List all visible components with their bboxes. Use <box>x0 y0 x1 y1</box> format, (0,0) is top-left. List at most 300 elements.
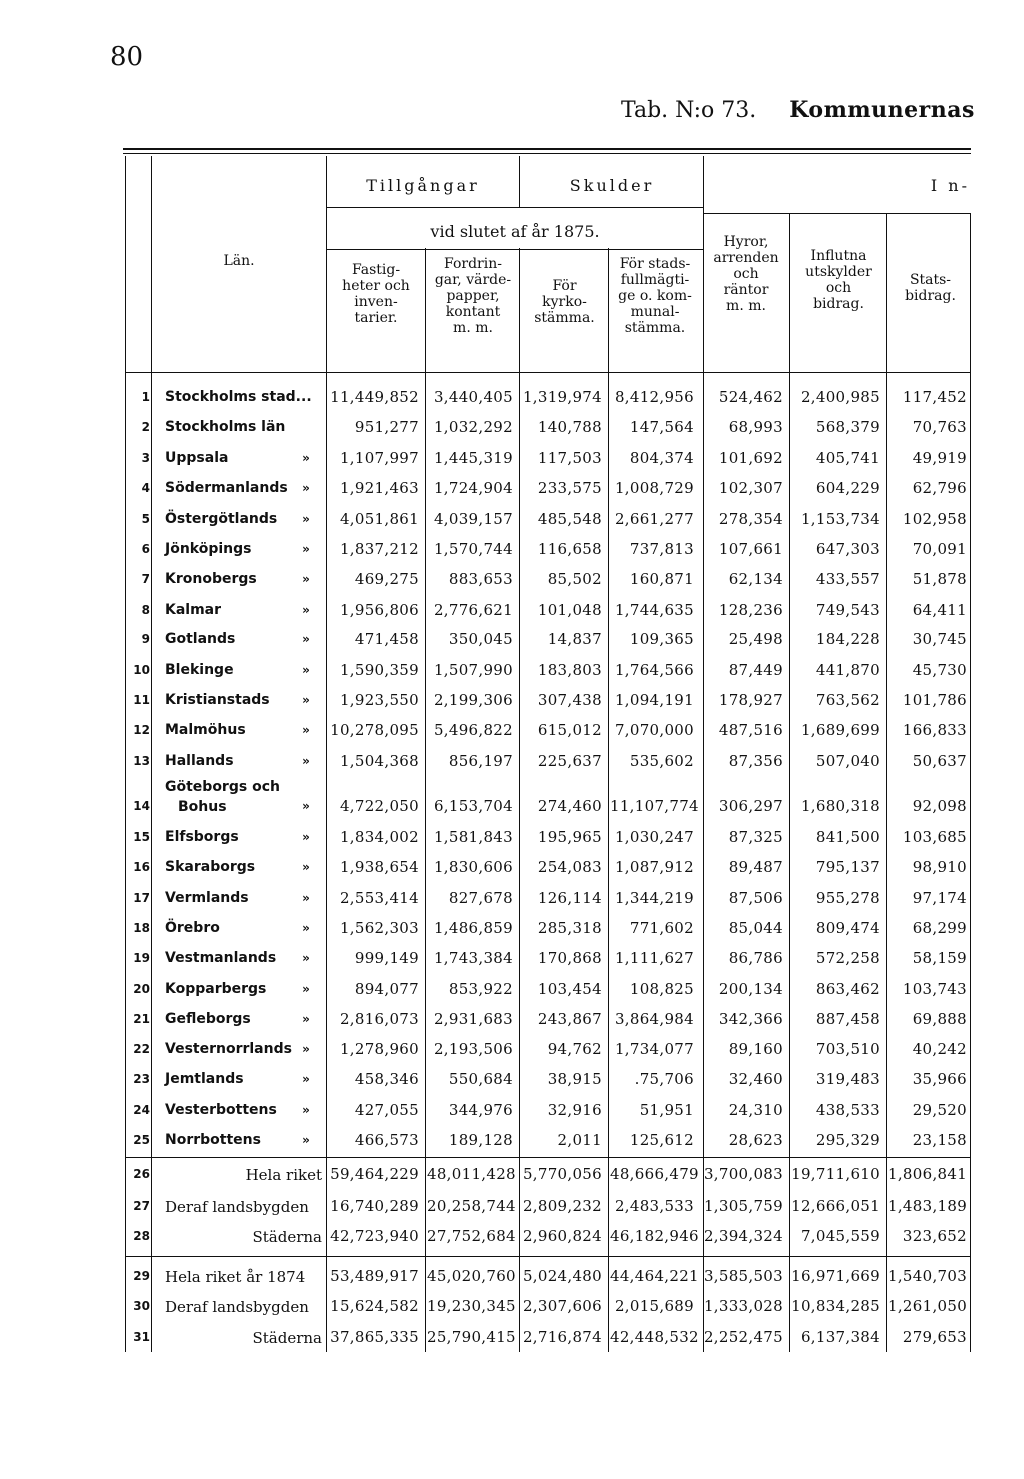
row-number: 11 <box>133 693 150 707</box>
table-cell: 1,743,384 <box>433 949 513 967</box>
row-label: Uppsala <box>165 450 229 466</box>
ditto-mark: » <box>302 830 310 844</box>
table-cell: 7,070,000 <box>614 721 694 739</box>
table-cell: 107,661 <box>718 540 783 558</box>
column-header-line: För <box>552 278 577 294</box>
row-number: 28 <box>133 1229 150 1243</box>
column-header-line: Hyror, <box>723 234 769 250</box>
row-label: Östergötlands <box>165 511 278 527</box>
table-cell: 89,160 <box>728 1040 783 1058</box>
row-number: 20 <box>133 982 150 996</box>
table-cell: 2,716,874 <box>522 1328 602 1346</box>
row-number: 16 <box>133 860 150 874</box>
column-header-line: munal- <box>630 304 680 320</box>
table-cell: 40,242 <box>912 1040 967 1058</box>
table-cell: 1,087,912 <box>614 858 694 876</box>
table-cell: 12,666,051 <box>791 1197 880 1215</box>
ditto-mark: » <box>302 1133 310 1147</box>
ditto-mark: » <box>302 1103 310 1117</box>
row-label: Skaraborgs <box>165 859 256 875</box>
table-cell: 25,498 <box>728 630 783 648</box>
table-cell: 1,540,703 <box>888 1267 968 1285</box>
table-cell: 87,325 <box>728 828 783 846</box>
row-number: 22 <box>133 1042 150 1056</box>
table-cell: 1,734,077 <box>614 1040 694 1058</box>
row-number: 27 <box>133 1199 150 1213</box>
table-cell: 344,976 <box>448 1101 513 1119</box>
column-header-line: papper, <box>446 288 500 304</box>
header-rule <box>326 249 703 250</box>
ditto-mark: » <box>302 1042 310 1056</box>
row-label: Städerna <box>252 1329 322 1347</box>
table-cell: 1,008,729 <box>614 479 694 497</box>
table-cell: 2,015,689 <box>614 1297 694 1315</box>
table-cell: 117,452 <box>902 388 967 406</box>
table-cell: 19,711,610 <box>791 1165 880 1183</box>
table-cell: 108,825 <box>629 980 694 998</box>
table-cell: 1,724,904 <box>433 479 513 497</box>
column-header-line: m. m. <box>453 320 493 336</box>
ditto-mark: » <box>302 632 310 646</box>
table-cell: 27,752,684 <box>427 1227 516 1245</box>
table-cell: 25,790,415 <box>427 1328 516 1346</box>
table-cell: 1,830,606 <box>433 858 513 876</box>
column-header-line: Fordrin- <box>444 256 502 272</box>
row-number: 8 <box>141 603 150 617</box>
table-cell: 3,585,503 <box>703 1267 783 1285</box>
ditto-mark: » <box>302 1072 310 1086</box>
table-cell: 841,500 <box>815 828 880 846</box>
table-cell: 737,813 <box>629 540 694 558</box>
table-cell: .75,706 <box>634 1070 694 1088</box>
table-cell: 433,557 <box>815 570 880 588</box>
table-cell: 1,111,627 <box>614 949 694 967</box>
table-cell: 116,658 <box>537 540 602 558</box>
table-cell: 178,927 <box>718 691 783 709</box>
column-divider <box>703 156 704 1352</box>
table-cell: 1,319,974 <box>522 388 602 406</box>
table-cell: 535,602 <box>629 752 694 770</box>
table-cell: 32,460 <box>728 1070 783 1088</box>
table-cell: 306,297 <box>718 797 783 815</box>
row-number: 17 <box>133 891 150 905</box>
table-subject: Kommunernas <box>789 97 975 123</box>
row-label: Vestmanlands <box>165 950 277 966</box>
ditto-mark: » <box>302 512 310 526</box>
row-number: 19 <box>133 951 150 965</box>
table-cell: 285,318 <box>537 919 602 937</box>
table-cell: 7,045,559 <box>800 1227 880 1245</box>
row-label: Södermanlands <box>165 480 288 496</box>
page-number: 80 <box>110 42 144 72</box>
table-cell: 11,449,852 <box>330 388 419 406</box>
table-cell: 50,637 <box>912 752 967 770</box>
table-cell: 16,971,669 <box>791 1267 880 1285</box>
table-cell: 200,134 <box>718 980 783 998</box>
table-cell: 887,458 <box>815 1010 880 1028</box>
top-rule <box>123 148 971 150</box>
table-cell: 58,159 <box>912 949 967 967</box>
row-label: Deraf landsbygden <box>165 1298 309 1316</box>
row-number: 5 <box>141 512 150 526</box>
section-rule <box>125 1256 971 1257</box>
table-cell: 45,020,760 <box>427 1267 516 1285</box>
table-cell: 68,993 <box>728 418 783 436</box>
table-cell: 856,197 <box>448 752 513 770</box>
column-divider <box>151 156 152 1352</box>
table-cell: 5,024,480 <box>522 1267 602 1285</box>
table-cell: 2,400,985 <box>800 388 880 406</box>
column-divider <box>789 214 790 1352</box>
row-number: 7 <box>141 572 150 586</box>
table-cell: 4,039,157 <box>433 510 513 528</box>
table-cell: 485,548 <box>537 510 602 528</box>
column-header-line: räntor <box>723 282 769 298</box>
table-cell: 1,483,189 <box>888 1197 968 1215</box>
row-label: Stockholms stad... <box>165 389 312 405</box>
table-cell: 1,030,247 <box>614 828 694 846</box>
table-cell: 3,864,984 <box>614 1010 694 1028</box>
table-cell: 92,098 <box>912 797 967 815</box>
table-cell: 863,462 <box>815 980 880 998</box>
table-cell: 1,837,212 <box>339 540 419 558</box>
column-divider <box>125 156 126 1352</box>
table-cell: 1,261,050 <box>888 1297 968 1315</box>
table-cell: 1,445,319 <box>433 449 513 467</box>
column-divider <box>425 248 426 1352</box>
table-number: Tab. N:o 73. <box>621 98 757 123</box>
table-cell: 5,496,822 <box>433 721 513 739</box>
row-label: Jemtlands <box>165 1071 244 1087</box>
column-header-line: Fastig- <box>351 262 401 278</box>
header-lan: Län. <box>223 253 255 269</box>
table-cell: 125,612 <box>629 1131 694 1149</box>
table-cell: 405,741 <box>815 449 880 467</box>
table-cell: 1,570,744 <box>433 540 513 558</box>
header-group-inkomster: I n- <box>930 176 970 195</box>
column-header-line: gar, värde- <box>434 272 512 288</box>
row-number: 2 <box>141 420 150 434</box>
row-number: 23 <box>133 1072 150 1086</box>
table-cell: 11,107,774 <box>610 797 699 815</box>
table-cell: 1,107,997 <box>339 449 419 467</box>
column-header-line: stämma. <box>624 320 686 336</box>
ditto-mark: » <box>302 603 310 617</box>
row-number: 4 <box>141 481 150 495</box>
table-cell: 46,182,946 <box>610 1227 699 1245</box>
table-cell: 6,153,704 <box>433 797 513 815</box>
table-cell: 4,722,050 <box>339 797 419 815</box>
table-cell: 32,916 <box>547 1101 602 1119</box>
row-number: 31 <box>133 1330 150 1344</box>
table-cell: 44,464,221 <box>610 1267 699 1285</box>
row-label: Hallands <box>165 753 234 769</box>
header-group-tillgangar: Tillgångar <box>366 176 480 195</box>
table-cell: 87,506 <box>728 889 783 907</box>
column-header-line: ge o. kom- <box>618 288 692 304</box>
table-cell: 2,776,621 <box>433 601 513 619</box>
row-number: 6 <box>141 542 150 556</box>
table-cell: 4,051,861 <box>339 510 419 528</box>
table-cell: 42,448,532 <box>610 1328 699 1346</box>
table-cell: 23,158 <box>912 1131 967 1149</box>
table-cell: 1,689,699 <box>800 721 880 739</box>
table-cell: 342,366 <box>718 1010 783 1028</box>
table-cell: 1,305,759 <box>703 1197 783 1215</box>
table-cell: 166,833 <box>902 721 967 739</box>
table-cell: 102,958 <box>902 510 967 528</box>
table-cell: 1,806,841 <box>888 1165 968 1183</box>
row-number: 24 <box>133 1103 150 1117</box>
table-cell: 1,278,960 <box>339 1040 419 1058</box>
table-cell: 2,960,824 <box>522 1227 602 1245</box>
table-cell: 85,502 <box>547 570 602 588</box>
table-cell: 487,516 <box>718 721 783 739</box>
row-label: Kronobergs <box>165 571 257 587</box>
table-cell: 53,489,917 <box>330 1267 419 1285</box>
table-cell: 195,965 <box>537 828 602 846</box>
table-cell: 2,816,073 <box>339 1010 419 1028</box>
table-cell: 804,374 <box>629 449 694 467</box>
table-cell: 97,174 <box>912 889 967 907</box>
column-header-line: bidrag. <box>813 296 864 312</box>
table-cell: 1,581,843 <box>433 828 513 846</box>
table-cell: 48,666,479 <box>610 1165 699 1183</box>
table-cell: 2,483,533 <box>614 1197 694 1215</box>
table-cell: 170,868 <box>537 949 602 967</box>
table-cell: 1,923,550 <box>339 691 419 709</box>
header-rule <box>703 213 971 214</box>
table-cell: 524,462 <box>718 388 783 406</box>
table-cell: 279,653 <box>902 1328 967 1346</box>
table-cell: 2,809,232 <box>522 1197 602 1215</box>
table-cell: 951,277 <box>354 418 419 436</box>
column-header-line: tarier. <box>354 310 398 326</box>
table-cell: 2,252,475 <box>703 1328 783 1346</box>
table-cell: 62,134 <box>728 570 783 588</box>
row-label: Kopparbergs <box>165 981 267 997</box>
table-cell: 103,454 <box>537 980 602 998</box>
row-number: 1 <box>141 390 150 404</box>
header-group-skulder: Skulder <box>569 176 655 195</box>
row-label: Jönköpings <box>165 541 252 557</box>
table-cell: 1,094,191 <box>614 691 694 709</box>
table-cell: 8,412,956 <box>614 388 694 406</box>
table-cell: 42,723,940 <box>330 1227 419 1245</box>
table-cell: 37,865,335 <box>330 1328 419 1346</box>
table-cell: 94,762 <box>547 1040 602 1058</box>
table-cell: 647,303 <box>815 540 880 558</box>
table-cell: 24,310 <box>728 1101 783 1119</box>
row-label: Kristianstads <box>165 692 270 708</box>
table-cell: 458,346 <box>354 1070 419 1088</box>
column-divider <box>519 156 520 208</box>
row-number: 9 <box>141 632 150 646</box>
top-rule-thin <box>123 153 971 154</box>
ditto-mark: » <box>302 481 310 495</box>
table-cell: 2,193,506 <box>433 1040 513 1058</box>
table-cell: 1,153,734 <box>800 510 880 528</box>
table-cell: 853,922 <box>448 980 513 998</box>
table-cell: 225,637 <box>537 752 602 770</box>
table-cell: 62,796 <box>912 479 967 497</box>
column-header-line: arrenden <box>713 250 779 266</box>
table-title <box>621 97 975 123</box>
ditto-mark: » <box>302 1012 310 1026</box>
row-label: Vermlands <box>165 890 249 906</box>
row-label: Stockholms län <box>165 419 286 435</box>
row-label: Vesternorrlands <box>165 1041 292 1057</box>
column-header-line: stämma. <box>534 310 595 326</box>
table-cell: 128,236 <box>718 601 783 619</box>
table-cell: 14,837 <box>547 630 602 648</box>
table-cell: 350,045 <box>448 630 513 648</box>
table-cell: 1,504,368 <box>339 752 419 770</box>
row-number: 14 <box>133 799 150 813</box>
table-cell: 89,487 <box>728 858 783 876</box>
table-cell: 103,685 <box>902 828 967 846</box>
column-header-line: kontant <box>445 304 501 320</box>
ditto-mark: » <box>302 921 310 935</box>
table-cell: 615,012 <box>537 721 602 739</box>
table-cell: 1,921,463 <box>339 479 419 497</box>
table-cell: 101,786 <box>902 691 967 709</box>
table-cell: 2,199,306 <box>433 691 513 709</box>
table-cell: 2,394,324 <box>703 1227 783 1245</box>
table-cell: 274,460 <box>537 797 602 815</box>
table-cell: 140,788 <box>537 418 602 436</box>
row-label: Blekinge <box>165 662 234 678</box>
table-cell: 883,653 <box>448 570 513 588</box>
table-cell: 771,602 <box>629 919 694 937</box>
table-cell: 278,354 <box>718 510 783 528</box>
table-cell: 1,590,359 <box>339 661 419 679</box>
table-cell: 87,449 <box>728 661 783 679</box>
table-cell: 189,128 <box>448 1131 513 1149</box>
row-number: 10 <box>133 663 150 677</box>
table-cell: 101,048 <box>537 601 602 619</box>
column-header-line: inven- <box>354 294 398 310</box>
table-cell: 955,278 <box>815 889 880 907</box>
table-cell: 703,510 <box>815 1040 880 1058</box>
table-cell: 894,077 <box>354 980 419 998</box>
table-cell: 1,764,566 <box>614 661 694 679</box>
row-number: 25 <box>133 1133 150 1147</box>
header-date-note: vid slutet af år 1875. <box>430 222 600 241</box>
table-cell: 604,229 <box>815 479 880 497</box>
table-cell: 64,411 <box>912 601 967 619</box>
ditto-mark: » <box>302 754 310 768</box>
table-cell: 2,553,414 <box>339 889 419 907</box>
row-number: 3 <box>141 451 150 465</box>
table-cell: 5,770,056 <box>522 1165 602 1183</box>
table-cell: 1,344,219 <box>614 889 694 907</box>
table-cell: 109,365 <box>629 630 694 648</box>
ditto-mark: » <box>302 951 310 965</box>
column-header-line: och <box>825 280 852 296</box>
table-cell: 1,507,990 <box>433 661 513 679</box>
table-cell: 45,730 <box>912 661 967 679</box>
column-header-line: och <box>733 266 759 282</box>
table-cell: 295,329 <box>815 1131 880 1149</box>
row-number: 18 <box>133 921 150 935</box>
row-label: Gotlands <box>165 631 236 647</box>
table-cell: 117,503 <box>537 449 602 467</box>
ditto-mark: » <box>302 693 310 707</box>
table-cell: 2,931,683 <box>433 1010 513 1028</box>
table-cell: 1,938,654 <box>339 858 419 876</box>
table-cell: 2,307,606 <box>522 1297 602 1315</box>
table-cell: 10,834,285 <box>791 1297 880 1315</box>
ditto-mark: » <box>302 723 310 737</box>
table-cell: 15,624,582 <box>330 1297 419 1315</box>
column-divider <box>608 248 609 1352</box>
table-cell: 102,307 <box>718 479 783 497</box>
table-cell: 427,055 <box>354 1101 419 1119</box>
row-label: Hela riket år 1874 <box>165 1268 306 1286</box>
table-cell: 1,956,806 <box>339 601 419 619</box>
table-cell: 323,652 <box>902 1227 967 1245</box>
table-cell: 103,743 <box>902 980 967 998</box>
table-cell: 441,870 <box>815 661 880 679</box>
table-cell: 233,575 <box>537 479 602 497</box>
column-divider <box>326 156 327 1352</box>
table-cell: 184,228 <box>815 630 880 648</box>
row-number: 15 <box>133 830 150 844</box>
table-cell: 20,258,744 <box>427 1197 516 1215</box>
ditto-mark: » <box>302 982 310 996</box>
table-cell: 1,834,002 <box>339 828 419 846</box>
table-cell: 16,740,289 <box>330 1197 419 1215</box>
column-header-line: fullmägti- <box>620 272 690 288</box>
table-cell: 763,562 <box>815 691 880 709</box>
table-cell: 51,878 <box>912 570 967 588</box>
column-divider <box>970 214 971 1352</box>
table-cell: 38,915 <box>547 1070 602 1088</box>
row-label: Göteborgs och <box>165 779 280 795</box>
table-cell: 319,483 <box>815 1070 880 1088</box>
column-header-line: Stats- <box>909 272 952 288</box>
table-cell: 999,149 <box>354 949 419 967</box>
table-cell: 254,083 <box>537 858 602 876</box>
table-cell: 1,680,318 <box>800 797 880 815</box>
table-cell: 749,543 <box>815 601 880 619</box>
table-cell: 85,044 <box>728 919 783 937</box>
section-rule <box>125 1157 971 1158</box>
table-cell: 70,091 <box>912 540 967 558</box>
table-cell: 19,230,345 <box>427 1297 516 1315</box>
row-label: Bohus <box>178 799 227 815</box>
ditto-mark: » <box>302 891 310 905</box>
ditto-mark: » <box>302 663 310 677</box>
table-cell: 795,137 <box>815 858 880 876</box>
column-header-line: kyrko- <box>542 294 587 310</box>
table-cell: 69,888 <box>912 1010 967 1028</box>
row-label: Deraf landsbygden <box>165 1198 309 1216</box>
ditto-mark: » <box>302 542 310 556</box>
column-header-line: För stads- <box>619 256 691 272</box>
ditto-mark: » <box>302 451 310 465</box>
ditto-mark: » <box>302 860 310 874</box>
column-header-line: utskylder <box>805 264 872 280</box>
table-cell: 86,786 <box>728 949 783 967</box>
row-label: Städerna <box>252 1228 322 1246</box>
table-cell: 1,032,292 <box>433 418 513 436</box>
table-cell: 568,379 <box>815 418 880 436</box>
table-cell: 147,564 <box>629 418 694 436</box>
table-cell: 160,871 <box>629 570 694 588</box>
table-cell: 507,040 <box>815 752 880 770</box>
